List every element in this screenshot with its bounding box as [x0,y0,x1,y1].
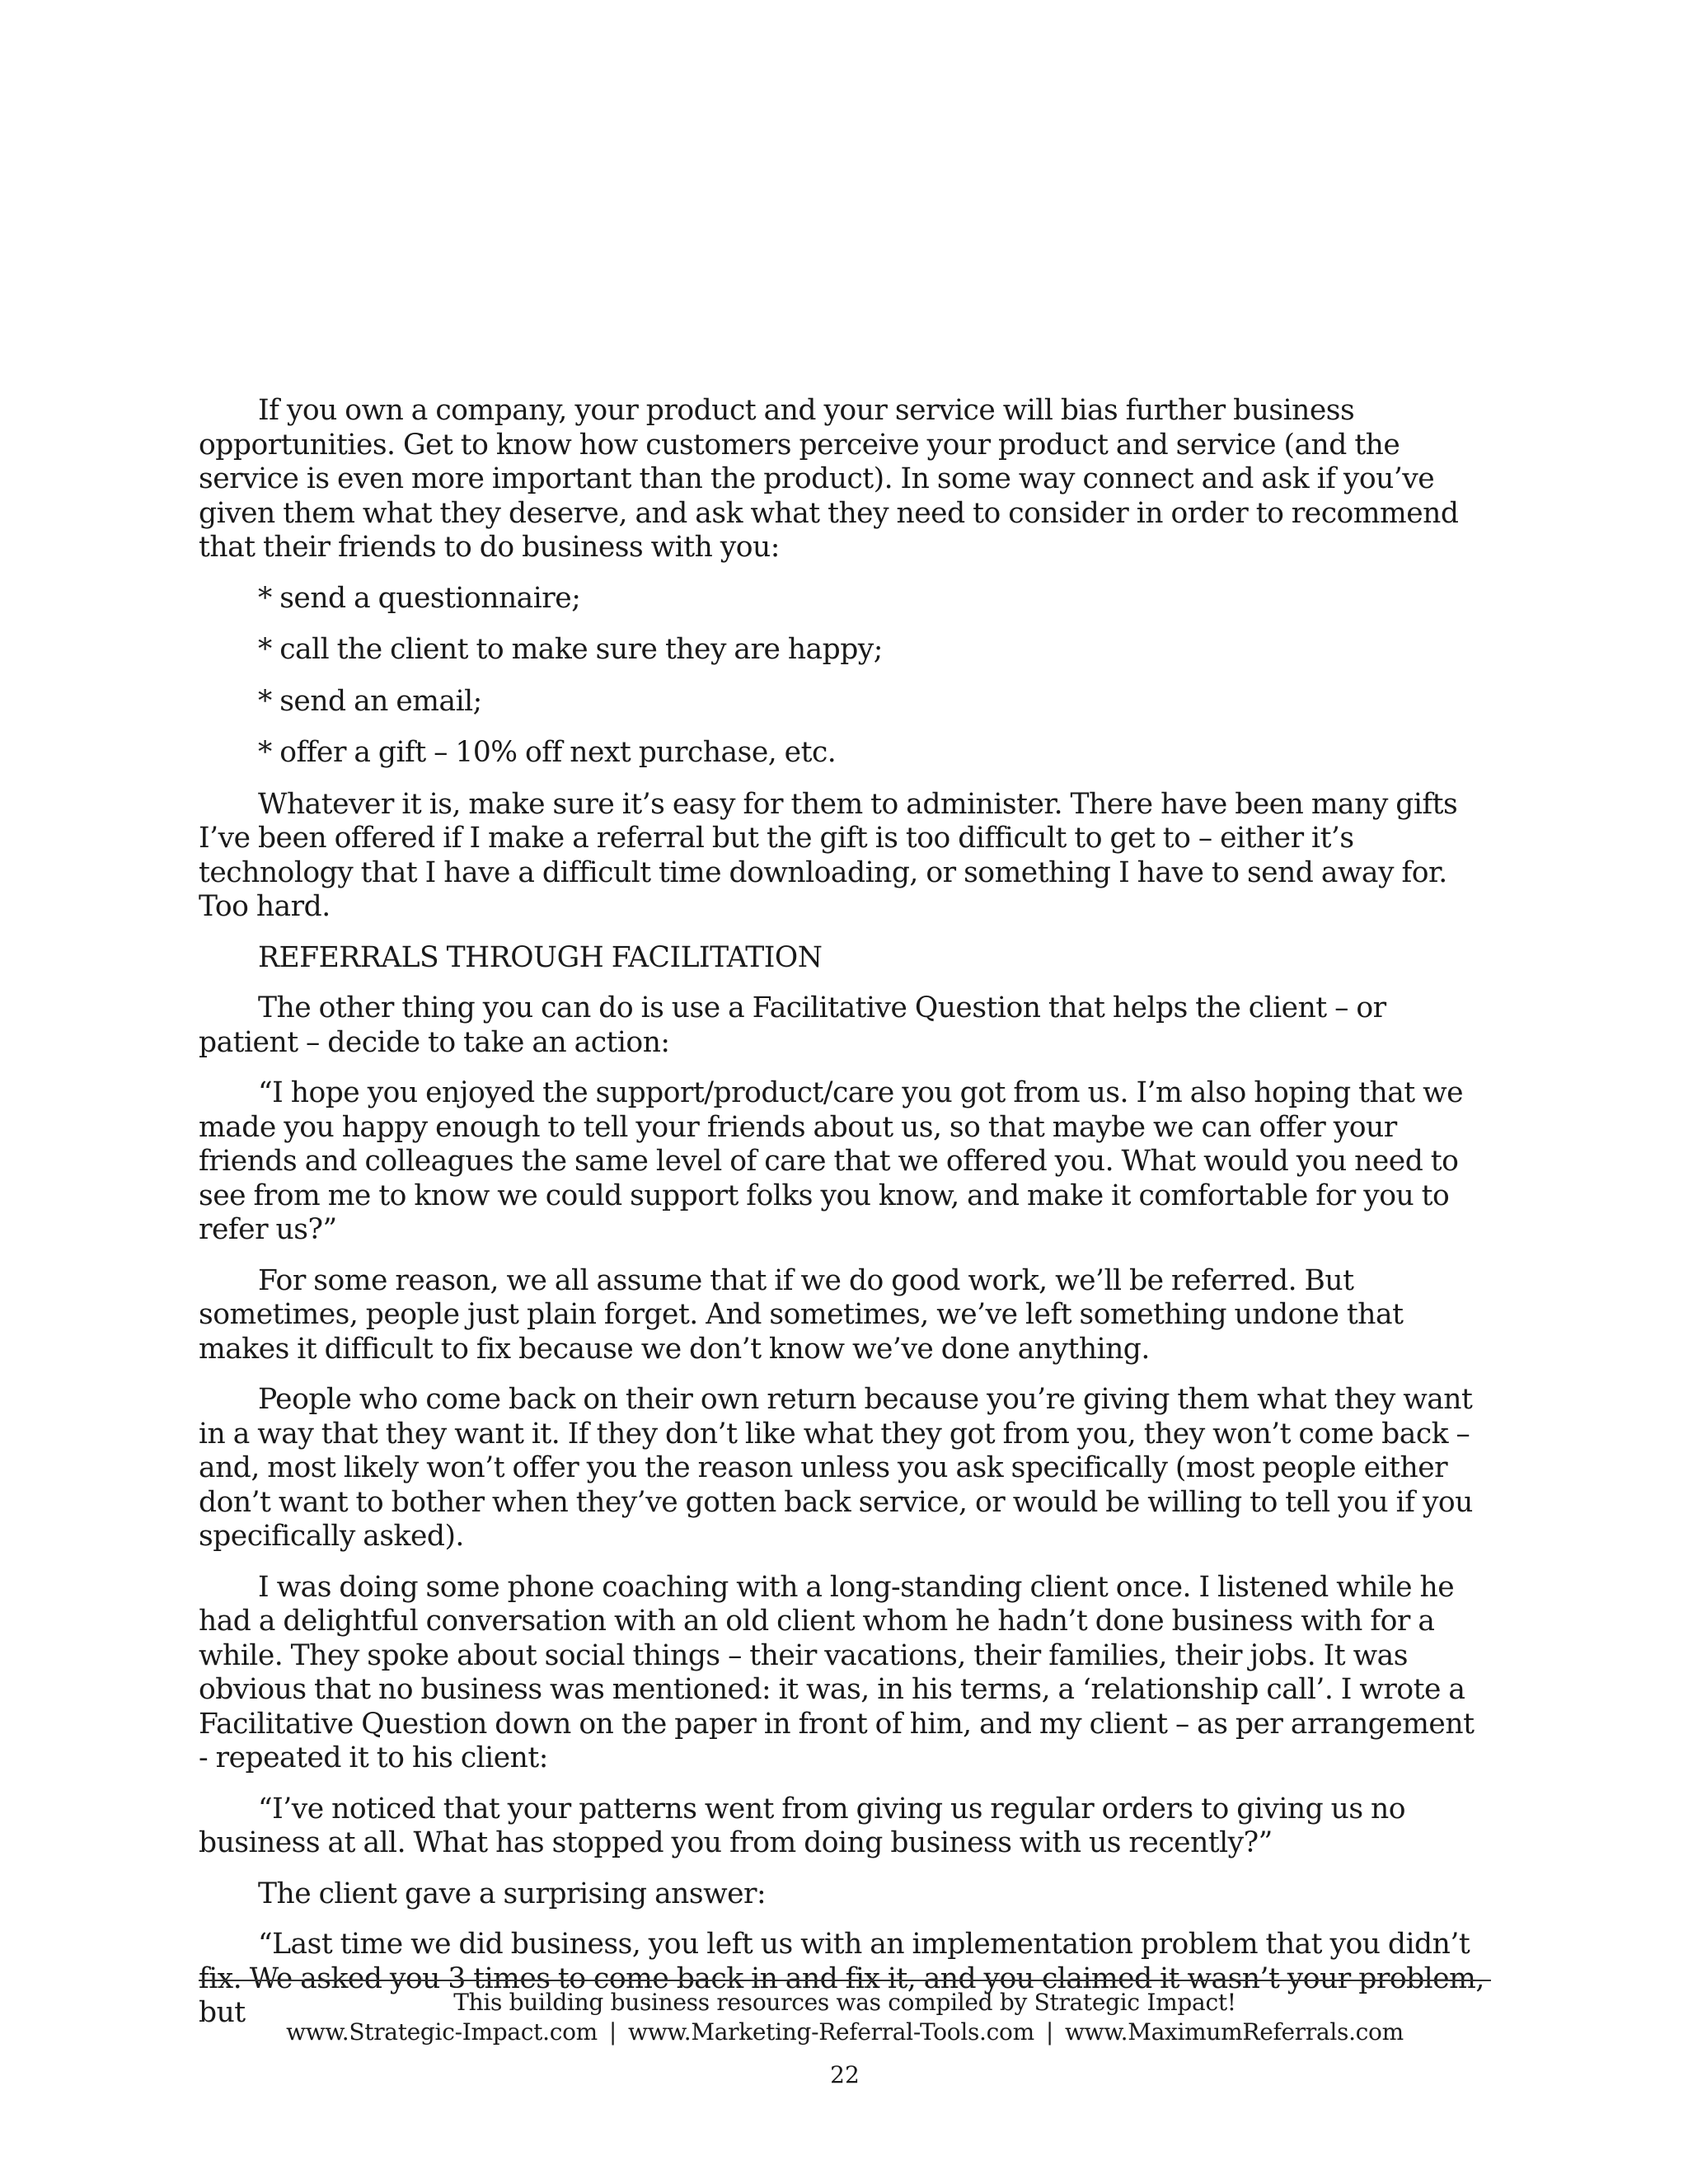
paragraph-quote-last-time: “Last time we did business, you left us with an implementation problem that you didn’t fix. We asked you 3 times to come back in and fix it, and you claimed it wasn’t your problem, but [199,1928,1484,2029]
paragraph-facilitative-question: The other thing you can do is use a Facilitative Question that helps the client – or patient – decide to take an action: [199,991,1386,1059]
paragraph-come-back: People who come back on their own return because you’re giving them what they want in a way that they want it. If they don’t like what they got from you, they won’t come back – and, most likely won’t offer you the reason unless you ask specifically (most people either don’t want to bother when they’ve gotten back service, or would be willing to tell you if you specifically asked). [199,1383,1473,1553]
paragraph-phone-coaching: I was doing some phone coaching with a long-standing client once. I listened while he had a delightful conversation with an old client whom he hadn’t done business with for a while. They spoke about social things – their vacations, their families, their jobs. It was obvious that no business was mentioned: it was, in his terms, a ‘relationship call’. I wrote a Facilitative Question down on the paper in front of him, and my client – as per arrangement - repeated it to his client: [199,1570,1475,1774]
footer-links [199,2018,1491,2047]
paragraph-easy-administer: Whatever it is, make sure it’s easy for them to administer. There have been many gifts I’ve been offered if I make a referral but the gift is too difficult to get to – either it’s technology that I have a difficult time downloading, or something I have to send away for. Too hard. [199,787,1458,923]
bullet-offer-gift: * offer a gift – 10% off next purchase, etc. [258,736,837,769]
footer-separator: | [608,2018,617,2046]
bullet-call-client: * call the client to make sure they are happy; [258,633,883,666]
footer-link-maximum-referrals[interactable]: www.MaximumReferrals.com [1064,2018,1404,2046]
footer-separator: | [1045,2018,1053,2046]
section-heading: REFERRALS THROUGH FACILITATION [258,940,823,974]
paragraph-quote-support: “I hope you enjoyed the support/product/care you got from us. I’m also hoping that we made you happy enough to tell your friends about us, so that maybe we can offer your friends and colleagues the same level of care that we offered you. What would you need to see from me to know we could support folks you know, and make it comfortable for you to refer us?” [199,1076,1464,1246]
document-body [199,394,1489,2047]
paragraph-assume-referred: For some reason, we all assume that if we do good work, we’ll be referred. But sometimes, people just plain forget. And sometimes, we’ve left something undone that makes it difficult to fix because we don’t know we’ve done anything. [199,1263,1404,1366]
page-footer [199,1988,1491,2047]
paragraph-quote-patterns: “I’ve noticed that your patterns went from giving us regular orders to giving us no business at all. What has stopped you from doing business with us recently?” [199,1792,1406,1859]
footer-link-strategic-impact[interactable]: www.Strategic-Impact.com [286,2018,598,2046]
footer-divider [199,1980,1491,1981]
page-number: 22 [830,2061,860,2088]
footer-link-marketing-referral-tools[interactable]: www.Marketing-Referral-Tools.com [628,2018,1034,2046]
paragraph-surprising-answer: The client gave a surprising answer: [258,1877,767,1910]
paragraph-intro: If you own a company, your product and your service will bias further business opportunities. Get to know how customers perceive your product and service (and the service is even more important than the product). In some way connect and ask if you’ve given them what they deserve, and ask what they need to consider in order to recommend that their friends to do business with you: [199,394,1459,564]
footer-compiled-by: This building business resources was compiled by Strategic Impact! [453,1989,1236,2016]
bullet-questionnaire: * send a questionnaire; [258,581,581,615]
bullet-send-email: * send an email; [258,684,482,718]
